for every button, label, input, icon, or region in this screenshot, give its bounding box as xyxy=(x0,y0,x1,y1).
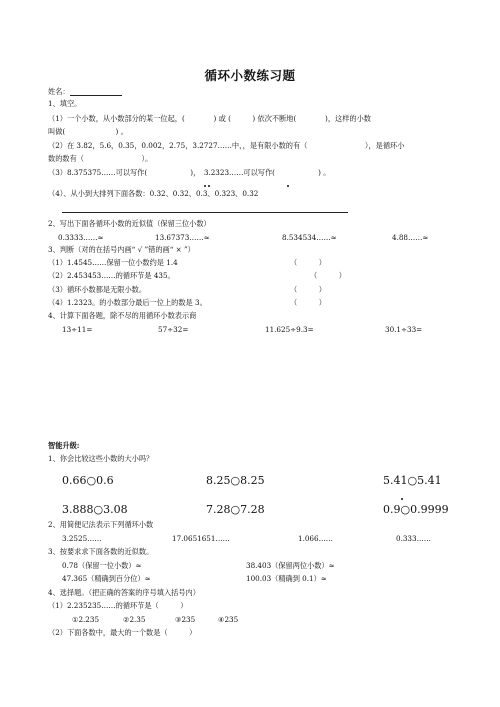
q4-line: （4）、从小到大排列下面各数：0.32、0.32、0.3、0.323、0.32 xyxy=(48,189,259,198)
choice-option-4[interactable]: ④235 xyxy=(218,615,239,624)
round-item-2: 38.403（保留两位小数）≈ xyxy=(246,561,335,570)
choice-option-1[interactable]: ①2.235 xyxy=(72,615,100,624)
q2-line1: （2）在 3.82，5.6，0.35，0.002，2.75，3.2727……中，，是有限小数的有（ ），是循环小 xyxy=(48,141,405,150)
choice-heading: 4、选择题。（把正确的答案的序号填入括号内） xyxy=(48,588,200,597)
section1-heading: 1、填空。 xyxy=(48,99,82,108)
name-blank[interactable] xyxy=(70,88,122,96)
judge-item-2: （2）2.453453……的循环节是 435。 xyxy=(48,271,175,280)
approx-item-4: 4.88……≈ xyxy=(392,233,429,242)
notation-heading: 2、用简便记法表示下列循环小数 xyxy=(48,520,154,529)
compare-item-5: 7.28○7.28 xyxy=(206,503,265,516)
section3-heading: 3、判断（对的在括号内画“ √ ”错的画“ × ”） xyxy=(48,245,195,254)
approx-item-3: 8.534534……≈ xyxy=(282,233,337,242)
round-item-3: 47.365（精确到百分位）≈ xyxy=(62,574,151,583)
q1-line1: （1）一个小数，从小数部分的某一位起，( ) 或 ( ) 依次不断地( )，这样的小数 xyxy=(48,114,371,123)
q1-line2: 叫做( ) 。 xyxy=(48,127,128,136)
round-heading: 3、按要求求下面各数的近似数。 xyxy=(48,547,154,556)
approx-item-1: 0.3333……≈ xyxy=(58,233,104,242)
name-label: 姓名： xyxy=(48,87,70,96)
calc-item-4: 30.1÷33= xyxy=(385,325,423,334)
compare-item-3: 5.41○5.41 xyxy=(383,474,442,487)
compare-item-1: 0.66○0.6 xyxy=(62,474,114,487)
q2-line2: 数的数有（ ）。 xyxy=(48,154,153,163)
judge-paren-2[interactable]: （ ） xyxy=(310,271,346,280)
choice-sub2: （2）下面各数中，最大的一个数是（ ） xyxy=(48,628,197,637)
calc-item-3: 11.625÷9.3= xyxy=(265,325,314,334)
compare-heading: 1、你会比较这些小数的大小吗？ xyxy=(48,454,154,463)
repeat-dot-mark xyxy=(204,185,206,187)
choice-option-2[interactable]: ②2.35 xyxy=(123,615,146,624)
judge-paren-3[interactable]: （ ） xyxy=(290,285,326,294)
upgrade-heading: 智能升级: xyxy=(48,441,80,450)
notation-item-2: 17.0651651…… xyxy=(172,534,230,543)
section4-heading: 4、计算下面各题，除不尽的用循环小数表示商 xyxy=(48,311,197,320)
judge-item-3: （3）循环小数都是无限小数。 xyxy=(48,285,147,294)
judge-item-4: （4）1.2323。的小数部分最后一位上的数是 3。 xyxy=(48,298,207,307)
round-item-1: 0.78（保留一位小数）≈ xyxy=(62,561,142,570)
choice-option-3[interactable]: ③235 xyxy=(175,615,196,624)
name-row xyxy=(48,87,122,96)
compare-item-4: 3.888○3.08 xyxy=(62,503,128,516)
judge-paren-1[interactable]: （ ） xyxy=(290,258,326,267)
approx-item-2: 13.67373……≈ xyxy=(155,233,210,242)
round-item-4: 100.03（精确到 0.1）≈ xyxy=(246,574,327,583)
notation-item-3: 1.066…… xyxy=(298,534,333,543)
q3-line: （3）8.375375……可以写作( )， 3.2323……可以写作( ) 。 xyxy=(48,168,331,177)
repeat-dot-mark xyxy=(401,498,403,500)
compare-item-2: 8.25○8.25 xyxy=(206,474,265,487)
answer-line[interactable] xyxy=(62,212,348,213)
calc-item-2: 57÷32= xyxy=(158,325,189,334)
notation-item-1: 3.2525…… xyxy=(62,534,102,543)
choice-sub1: （1）2.235235……的循环节是（ ） xyxy=(48,601,188,610)
compare-item-6: 0.9○0.9999 xyxy=(383,503,449,516)
judge-item-1: （1）1.4545……保留一位小数约是 1.4 xyxy=(48,258,178,267)
calc-item-1: 13÷11= xyxy=(62,325,93,334)
page-title: 循环小数练习题 xyxy=(204,68,296,83)
judge-paren-4[interactable]: （ ） xyxy=(290,298,326,307)
notation-item-4: 0.333…… xyxy=(396,534,431,543)
repeat-dot-mark xyxy=(287,185,289,187)
repeat-dot-mark xyxy=(208,185,210,187)
section2-heading: 2、写出下面各循环小数的近似值（保留三位小数） xyxy=(48,219,211,228)
